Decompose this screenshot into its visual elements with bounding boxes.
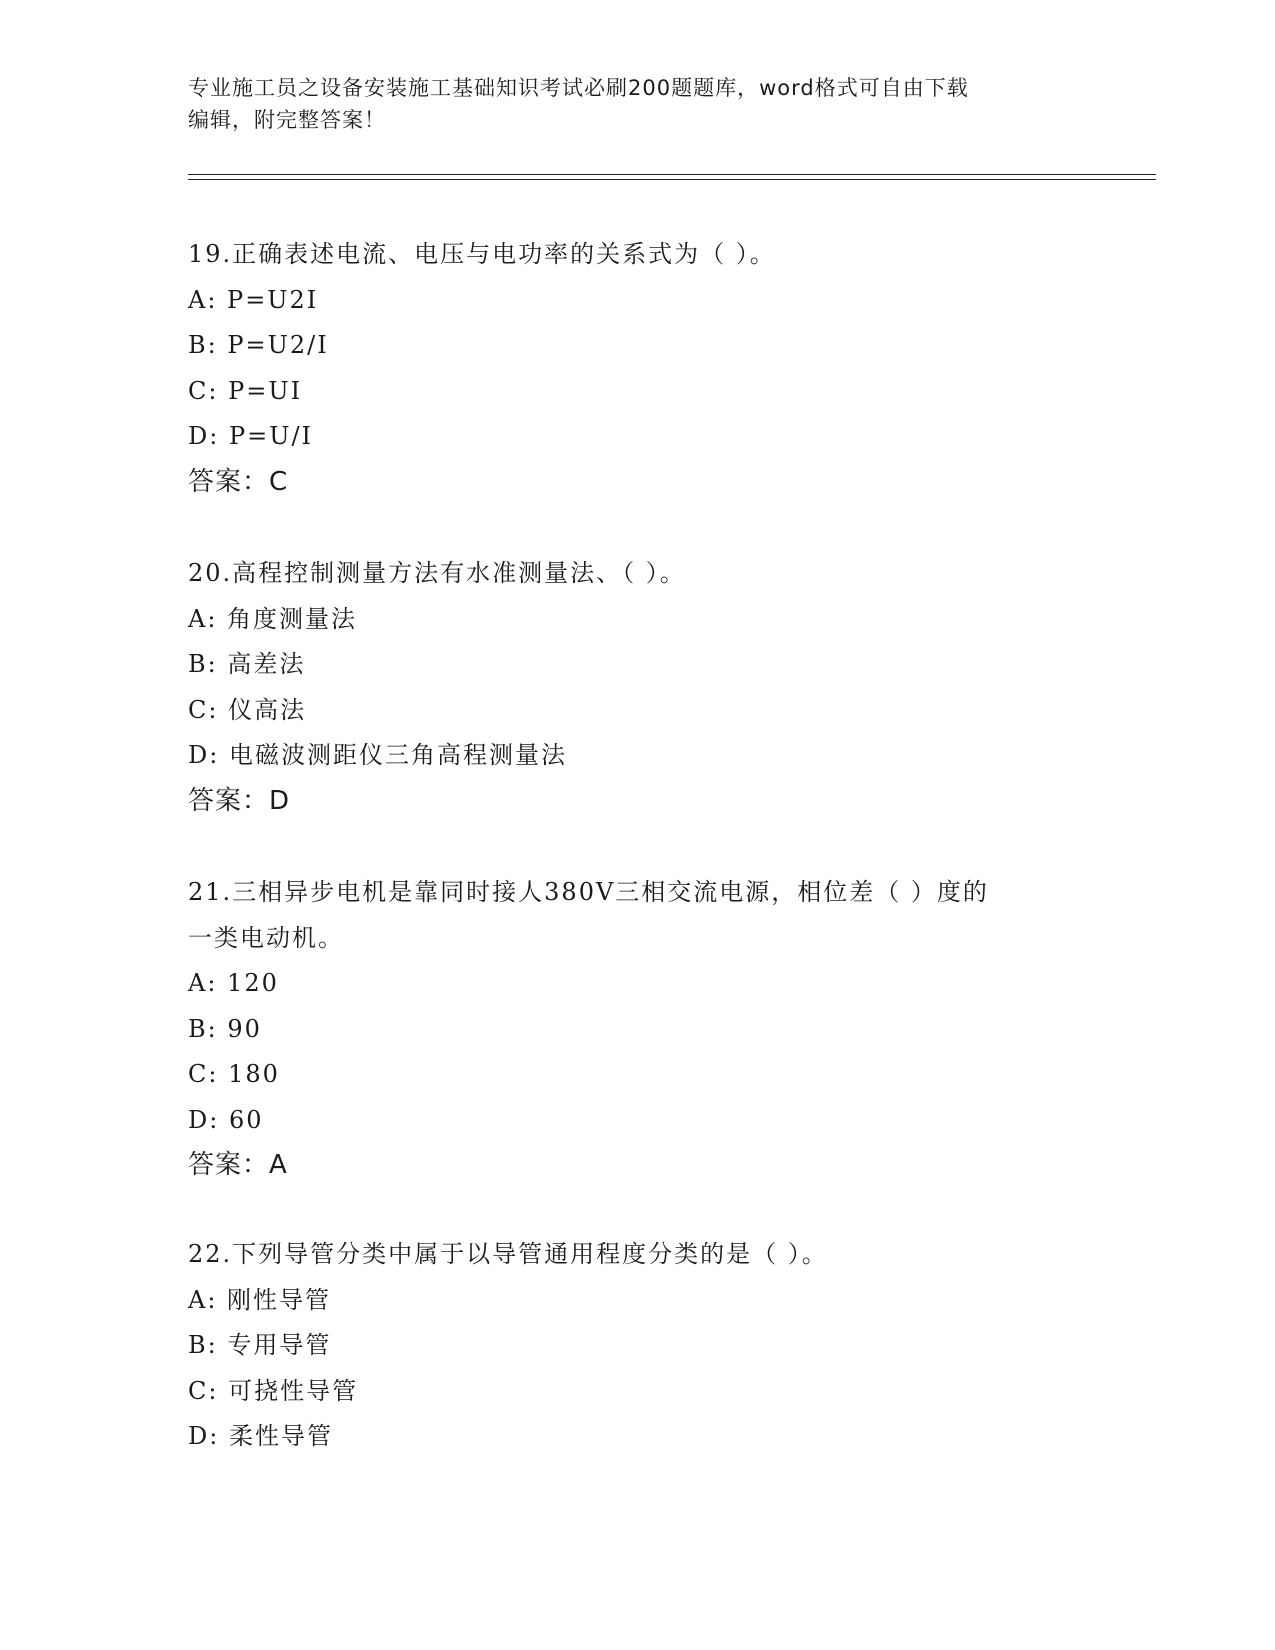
question-stem: 22.下列导管分类中属于以导管通用程度分类的是（ ）。 — [188, 1240, 828, 1268]
option-b: B: 高差法 — [188, 650, 306, 678]
option-c: C: 180 — [188, 1060, 280, 1088]
option-b: B: 90 — [188, 1014, 262, 1043]
question-stem: 20.高程控制测量方法有水准测量法、（ ）。 — [188, 559, 686, 587]
option-c: C: P=UI — [188, 376, 303, 405]
question-20 — [188, 551, 1088, 824]
option-b: B: 专用导管 — [188, 1331, 332, 1359]
question-stem: 19.正确表述电流、电压与电功率的关系式为（ ）。 — [188, 240, 776, 268]
option-c: C: 可挠性导管 — [188, 1376, 359, 1405]
option-d: D: 柔性导管 — [188, 1422, 333, 1450]
answer: 答案：C — [188, 466, 289, 497]
document-header — [188, 72, 1088, 136]
question-21 — [188, 869, 1088, 1189]
option-a: A: P=U2I — [188, 285, 319, 314]
question-stem-continued: 一类电动机。 — [188, 924, 344, 952]
option-b: B: P=U2/I — [188, 331, 329, 359]
option-d: D: P=U/I — [188, 422, 314, 450]
question-22 — [188, 1232, 1088, 1460]
question-19 — [188, 232, 1088, 505]
question-stem: 21.三相异步电机是靠同时接人380V三相交流电源，相位差（ ）度的 — [188, 878, 989, 906]
answer: 答案：D — [188, 785, 291, 816]
option-d: D: 60 — [188, 1105, 264, 1134]
option-a: A: 角度测量法 — [188, 604, 358, 633]
option-a: A: 刚性导管 — [188, 1285, 332, 1314]
header-title-line-2: 编辑，附完整答案！ — [188, 108, 386, 132]
header-title-line-1: 专业施工员之设备安装施工基础知识考试必刷200题题库，word格式可自由下载 — [188, 76, 969, 100]
option-c: C: 仪高法 — [188, 695, 307, 724]
answer: 答案：A — [188, 1150, 288, 1180]
header-divider-bottom — [188, 179, 1156, 180]
option-a: A: 120 — [188, 969, 279, 997]
option-d: D: 电磁波测距仪三角高程测量法 — [188, 741, 567, 769]
header-divider-top — [188, 174, 1156, 175]
